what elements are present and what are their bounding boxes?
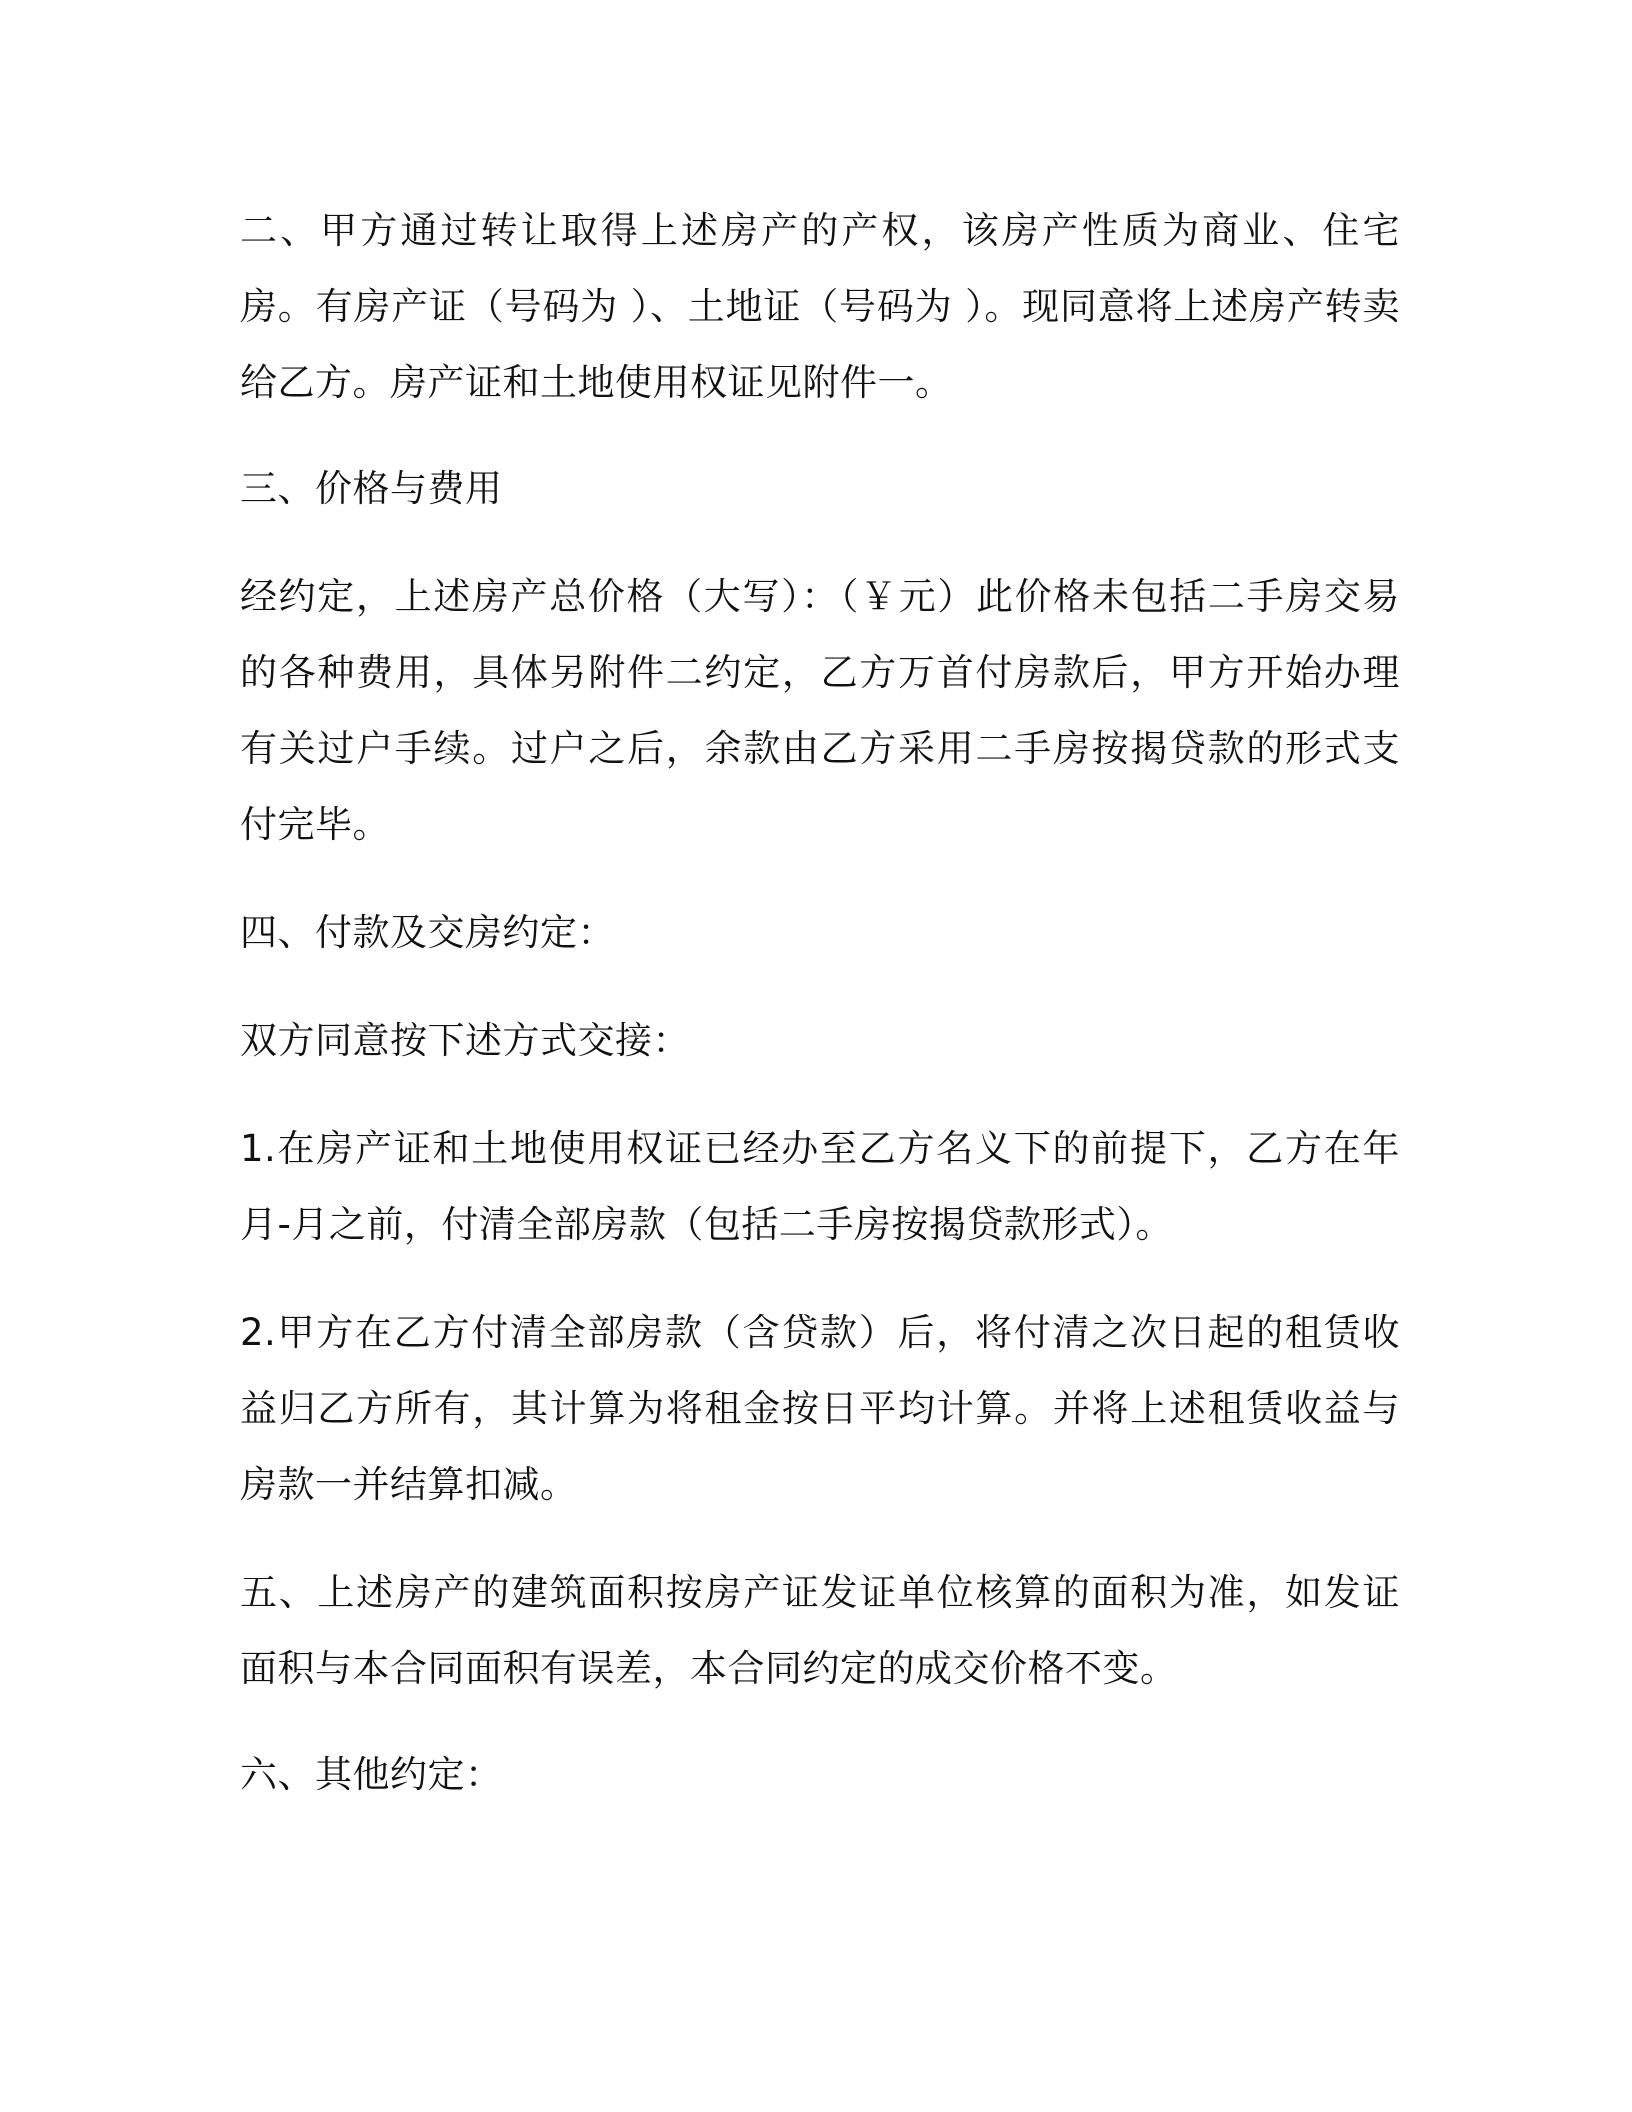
paragraph-handover-method: 双方同意按下述方式交接： [240,1019,690,1062]
document-page [240,193,1400,1813]
heading-price-and-fees: 三、价格与费用 [240,467,503,510]
paragraph-property-rights: 二、甲方通过转让取得上述房产的产权，该房产性质为商业、住宅房。有房产证（号码为 ）、土地证（号码为 ）。现同意将上述房产转卖给乙方。房产证和土地使用权证见附件一。 [240,209,1400,404]
paragraph-clause-2: 2.甲方在乙方付清全部房款（含贷款）后，将付清之次日起的租赁收益归乙方所有，其计算为将租金按日平均计算。并将上述租赁收益与房款一并结算扣减。 [240,1311,1400,1506]
heading-payment-and-handover: 四、付款及交房约定： [240,911,615,954]
paragraph-area-terms: 五、上述房产的建筑面积按房产证发证单位核算的面积为准，如发证面积与本合同面积有误差，本合同约定的成交价格不变。 [240,1571,1400,1690]
heading-other-terms: 六、其他约定： [240,1753,503,1796]
paragraph-price-terms: 经约定，上述房产总价格（大写）：（￥元）此价格未包括二手房交易的各种费用，具体另附件二约定，乙方万首付房款后，甲方开始办理有关过户手续。过户之后，余款由乙方采用二手房按揭贷款的形式支付完毕。 [240,575,1400,846]
paragraph-clause-1: 1.在房产证和土地使用权证已经办至乙方名义下的前提下，乙方在年月-月之前，付清全部房款（包括二手房按揭贷款形式）。 [240,1127,1400,1246]
